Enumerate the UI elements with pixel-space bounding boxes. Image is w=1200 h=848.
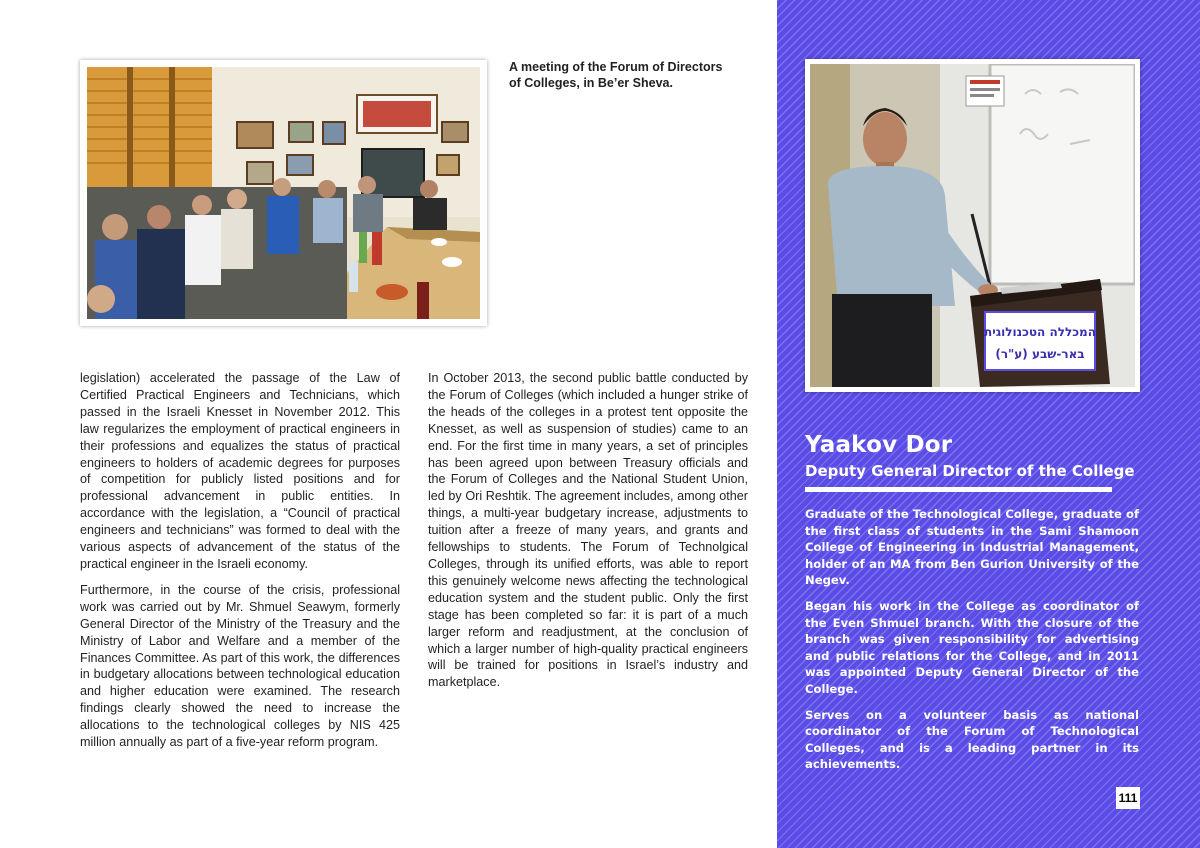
profile-name: Yaakov Dor xyxy=(805,432,953,458)
divider xyxy=(805,487,1112,492)
caption-line-1: A meeting of the Forum of Directors xyxy=(509,60,723,74)
paragraph: legislation) accelerated the passage of the Law of Certified Practical Engineers and Technicians, which passed in the Israeli Knesset in November 2012. This law regularizes the employment of practical engineers in their professions and equalizes the status of practical engineers to holders of academic degrees for purposes of competition for publicly listed positions and for professional advancement in public entities. In accordance with the legislation, a “Council of practical engineers and technicians” was formed to deal with the various aspects of advancement of the status of the practical engineer in the Israeli economy. xyxy=(80,371,400,571)
left-column xyxy=(80,370,400,760)
paragraph: Furthermore, in the course of the crisis, professional work was carried out by Mr. Shmuel Seawym, formerly General Director of the Ministry of the Treasury and the Ministry of Labor and Welfare and a member of the Finances Committee. As part of this work, the differences in budgetary allocations between technological education and higher education were examined. The research findings clearly showed the need to increase the allocations to the technological colleges by NIS 425 million annually as part of a five-year reform program. xyxy=(80,582,400,750)
middle-column xyxy=(428,370,748,700)
paragraph: In October 2013, the second public battle conducted by the Forum of Colleges (which included a hunger strike of the heads of the colleges in a protest tent opposite the Knesset, as well as suspension of studies) came to an end. For the first time in many years, a set of principles has been agreed upon between Treasury officials and the Forum of Colleges and the National Student Union, led by Ori Reshtik. The agreement includes, among other things, a multi-year budgetary increase, adjustments to tuition after a freeze of many years, and grants and fellowships to students. The Forum of Technolgical Colleges, through its unified efforts, was able to report this genuinely welcome news affecting the technological education system and the student public. Only the first stage has been completed so far: it is part of a much larger reform and readjustment, at the conclusion of which a larger number of high-quality practical engineers will be trained for positions in Israel’s industry and marketplace. xyxy=(428,371,748,690)
speaker-photo xyxy=(805,59,1140,392)
bio-paragraph: Serves on a volunteer basis as national coordinator of the Forum of Technological Colleges, and is a leading partner in its achievements. xyxy=(805,707,1139,772)
page-number: 111 xyxy=(1116,787,1140,809)
profile-role: Deputy General Director of the College xyxy=(805,462,1135,480)
lectern-sign-line-1: המכללה הטכנולוגית xyxy=(984,325,1096,339)
profile-bio xyxy=(805,506,1139,782)
bio-paragraph: Graduate of the Technological College, graduate of the first class of students in the Sami Shamoon College of Engineering in Industrial Management, holder of an MA from Ben Gurion University of the Negev. xyxy=(805,507,1139,588)
meeting-photo xyxy=(80,60,487,326)
profile-panel xyxy=(777,0,1200,848)
lectern-sign-line-2: באר-שבע (ע"ר) xyxy=(995,347,1085,361)
photo-caption xyxy=(509,59,739,91)
bio-paragraph: Began his work in the College as coordinator of the Even Shmuel branch. With the closure of the branch was given responsibility for advertising and public relations for the College, and in 2011 was appointed Deputy General Director of the College. xyxy=(805,598,1139,696)
caption-line-2: of Colleges, in Be’er Sheva. xyxy=(509,76,673,90)
